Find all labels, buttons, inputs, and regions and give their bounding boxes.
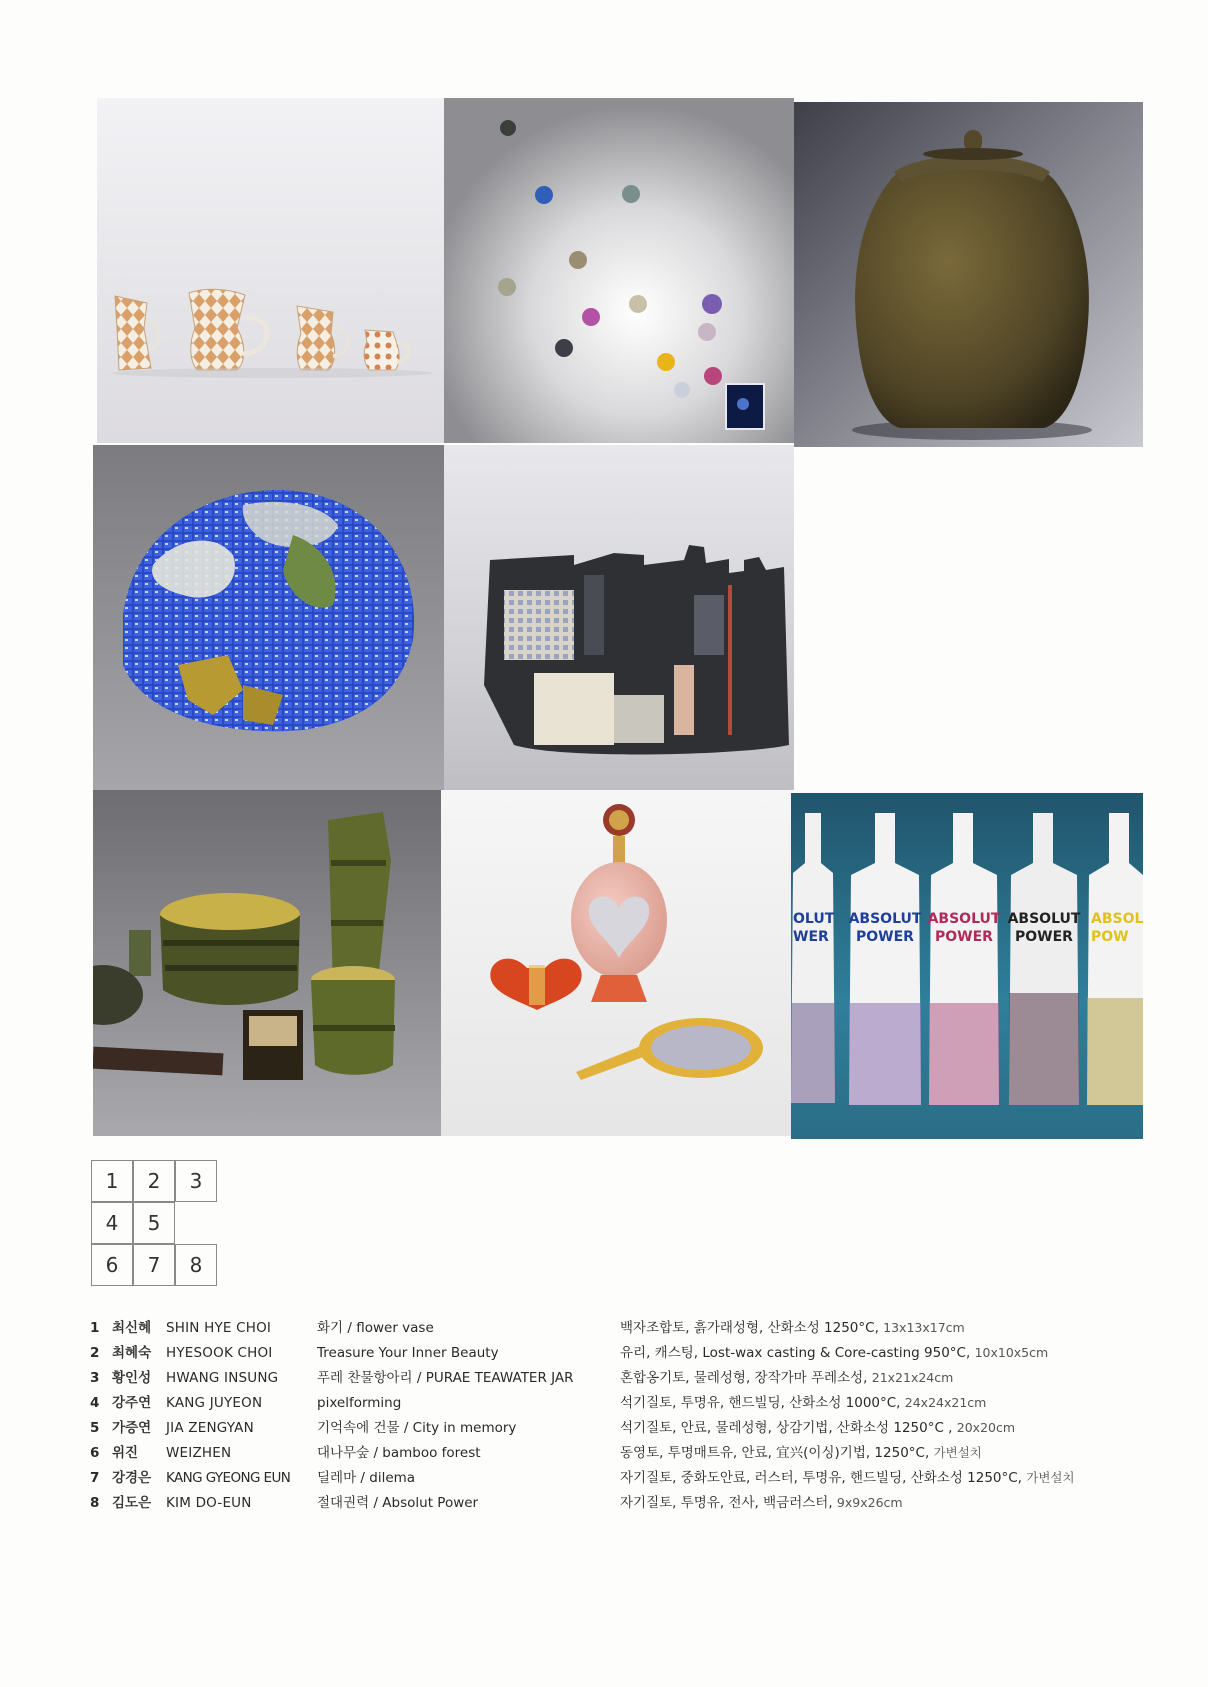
artist-korean-name: 위진: [112, 1445, 139, 1461]
index-cell-5: 5: [133, 1202, 175, 1244]
artist-english-name: JIA ZENGYAN: [166, 1420, 254, 1436]
caption-row: [90, 1366, 1150, 1390]
bottle-4-label: ABSOLUT: [1007, 911, 1081, 927]
bottle-5-label-2: POW: [1091, 929, 1129, 945]
artwork-title: 화기 / flower vase: [317, 1320, 434, 1336]
artwork-materials: 석기질토, 투명유, 핸드빌딩, 산화소성 1000°C,: [620, 1395, 901, 1411]
index-cell-1: 1: [91, 1160, 133, 1202]
bottle-4-label-2: POWER: [1015, 929, 1073, 945]
artwork-dimensions: 10x10x5cm: [974, 1345, 1049, 1360]
artist-korean-name: 김도은: [112, 1495, 152, 1511]
glass-orbs-photo: [444, 98, 794, 443]
bottle-3-label-2: POWER: [935, 929, 993, 945]
artist-korean-name: 최신혜: [112, 1320, 152, 1336]
pixel-globe-photo: [93, 445, 444, 790]
artwork-title: pixelforming: [317, 1395, 402, 1411]
absolut-power-photo: [791, 793, 1143, 1139]
bamboo-forest-photo: [93, 790, 441, 1136]
city-in-memory-photo: [444, 445, 794, 790]
artwork-title: 딜레마 / dilema: [317, 1470, 416, 1486]
caption-row: [90, 1316, 1150, 1340]
artist-english-name: HWANG INSUNG: [166, 1370, 279, 1386]
caption-row: [90, 1416, 1150, 1440]
caption-row: [90, 1441, 1150, 1465]
caption-row: [90, 1466, 1150, 1490]
artist-korean-name: 강경은: [112, 1470, 152, 1486]
caption-number: 2: [90, 1345, 100, 1361]
artwork-title: Treasure Your Inner Beauty: [317, 1345, 499, 1361]
caption-row: [90, 1341, 1150, 1365]
artist-korean-name: 황인성: [112, 1370, 152, 1386]
index-cell-7: 7: [133, 1244, 175, 1286]
artist-english-name: HYESOOK CHOI: [166, 1345, 273, 1361]
index-cell-2: 2: [133, 1160, 175, 1202]
index-cell-3: 3: [175, 1160, 217, 1202]
artwork-title: 기억속에 건물 / City in memory: [317, 1420, 517, 1436]
artwork-spec: [620, 1391, 986, 1415]
caption-number: 7: [90, 1470, 100, 1486]
artwork-spec: [620, 1466, 1075, 1490]
artwork-spec: [620, 1441, 982, 1465]
artwork-materials: 동영토, 투명매트유, 안료, 宜兴(이싱)기법, 1250°C,: [620, 1445, 930, 1461]
artist-korean-name: 강주연: [112, 1395, 152, 1411]
artwork-title: 절대권력 / Absolut Power: [317, 1495, 479, 1511]
artist-korean-name: 가증연: [112, 1420, 152, 1436]
caption-row: [90, 1491, 1150, 1515]
index-cell-6: 6: [91, 1244, 133, 1286]
artwork-dimensions: 24x24x21cm: [904, 1395, 987, 1410]
artist-english-name: SHIN HYE CHOI: [166, 1320, 272, 1336]
artwork-materials: 석기질토, 안료, 물레성형, 상감기법, 산화소성 1250°C ,: [620, 1420, 953, 1436]
artwork-materials: 백자조합토, 흙가래성형, 산화소성 1250°C,: [620, 1320, 879, 1336]
artwork-materials: 자기질토, 투명유, 전사, 백금러스터,: [620, 1495, 833, 1511]
artwork-spec: [620, 1416, 1015, 1440]
bottle-3-label: ABSOLUT: [927, 911, 1001, 927]
artwork-title: 푸레 찬물항아리 / PURAE TEAWATER JAR: [317, 1370, 574, 1386]
bottle-1-label-2: WER: [793, 929, 829, 945]
artwork-dimensions: 가변설치: [933, 1445, 982, 1460]
dilema-photo: [441, 790, 791, 1136]
artwork-materials: 자기질토, 중화도안료, 러스터, 투명유, 핸드빌딩, 산화소성 1250°C,: [620, 1470, 1022, 1486]
artwork-dimensions: 20x20cm: [956, 1420, 1016, 1435]
caption-row: [90, 1391, 1150, 1415]
artwork-dimensions: 13x13x17cm: [883, 1320, 965, 1335]
caption-number: 6: [90, 1445, 100, 1461]
caption-number: 4: [90, 1395, 100, 1411]
artwork-title: 대나무숲 / bamboo forest: [317, 1445, 481, 1461]
flower-vase-photo: [97, 98, 444, 443]
artist-english-name: KANG JUYEON: [166, 1395, 263, 1411]
artist-korean-name: 최혜숙: [112, 1345, 152, 1361]
artwork-materials: 혼합옹기토, 물레성형, 장작가마 푸레소성,: [620, 1370, 868, 1386]
caption-number: 8: [90, 1495, 100, 1511]
index-cell-8: 8: [175, 1244, 217, 1286]
artwork-materials: 유리, 캐스팅, Lost-wax casting & Core-casting 950°C,: [620, 1345, 971, 1361]
artist-english-name: KANG GYEONG EUN: [166, 1470, 291, 1486]
caption-number: 3: [90, 1370, 100, 1386]
artist-english-name: WEIZHEN: [166, 1445, 232, 1461]
bottle-2-label-2: POWER: [856, 929, 914, 945]
bottle-5-label: ABSOL: [1091, 911, 1143, 927]
index-cell-4: 4: [91, 1202, 133, 1244]
teawater-jar-photo: [794, 102, 1143, 447]
artwork-spec: [620, 1491, 903, 1515]
artwork-spec: [620, 1366, 953, 1390]
artwork-dimensions: 21x21x24cm: [871, 1370, 954, 1385]
bottle-1-label: OLUT: [793, 911, 835, 927]
caption-number: 1: [90, 1320, 100, 1336]
artist-english-name: KIM DO-EUN: [166, 1495, 252, 1511]
artwork-dimensions: 9x9x26cm: [836, 1495, 903, 1510]
caption-number: 5: [90, 1420, 100, 1436]
bottle-2-label: ABSOLUT: [848, 911, 922, 927]
artwork-spec: [620, 1341, 1048, 1365]
artwork-dimensions: 가변설치: [1026, 1470, 1075, 1485]
artwork-spec: [620, 1316, 965, 1340]
